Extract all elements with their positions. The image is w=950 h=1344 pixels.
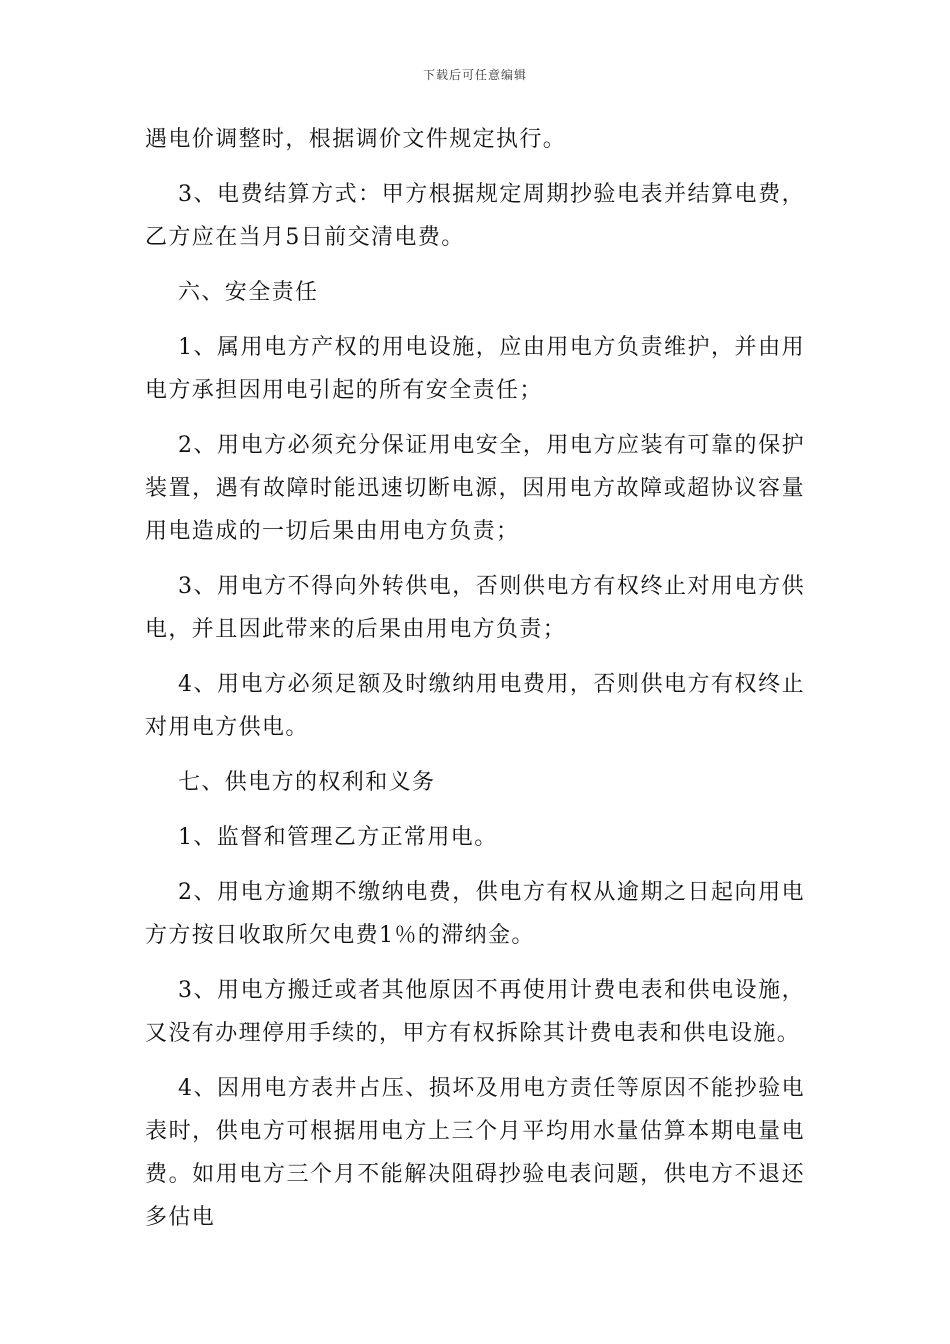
paragraph-6: 4、用电方必须足额及时缴纳用电费用，否则供电方有权终止对用电方供电。 [145,672,805,740]
paragraph-7: 1、监督和管理乙方正常用电。 [178,825,498,850]
paragraph-10: 4、因用电方表井占压、损坏及用电方责任等原因不能抄验电表时，供电方可根据用电方上三个月平均用水量估算本期电量电费。如用电方三个月不能解决阻碍抄验电表问题，供电方不退还多估电 [145,1076,805,1230]
paragraph-8: 2、用电方逾期不缴纳电费，供电方有权从逾期之日起向用电方方按日收取所欠电费1％的滞纳金。 [145,880,805,948]
paragraph-4: 2、用电方必须充分保证用电安全，用电方应装有可靠的保护装置，遇有故障时能迅速切断电源，因用电方故障或超协议容量用电造成的一切后果由用电方负责； [145,433,805,544]
paragraph-9: 3、用电方搬迁或者其他原因不再使用计费电表和供电设施，又没有办理停用手续的，甲方有权拆除其计费电表和供电设施。 [145,978,805,1046]
paragraph-1: 遇电价调整时，根据调价文件规定执行。 [145,127,567,152]
section-heading-6: 六、安全责任 [178,280,319,305]
section-heading-7: 七、供电方的权利和义务 [178,770,436,795]
document-body [145,118,805,1251]
paragraph-3: 1、属用电方产权的用电设施，应由用电方负责维护，并由用电方承担因用电引起的所有安全责任； [145,335,805,403]
page-header-note: 下载后可任意编辑 [422,68,527,82]
paragraph-5: 3、用电方不得向外转供电，否则供电方有权终止对用电方供电，并且因此带来的后果由用电方负责； [145,574,805,642]
paragraph-2: 3、电费结算方式：甲方根据规定周期抄验电表并结算电费，乙方应在当月5日前交清电费。 [145,182,805,250]
